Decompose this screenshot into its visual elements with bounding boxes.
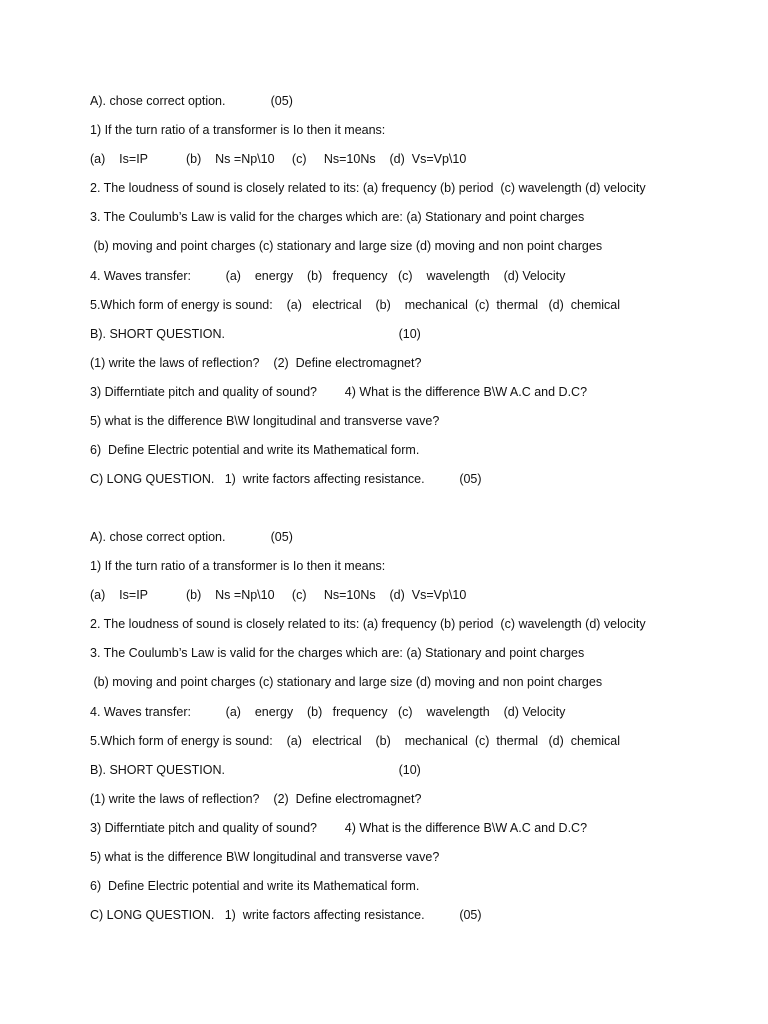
short-question-6: 6) Define Electric potential and write its Mathematical form. <box>90 443 420 458</box>
short-question-6: 6) Define Electric potential and write its Mathematical form. <box>90 879 420 894</box>
mcq-2: 2. The loudness of sound is closely related to its: (a) frequency (b) period (c) wavelength (d) velocity <box>90 181 646 196</box>
mcq-3-question: 3. The Coulumb’s Law is valid for the charges which are: (a) Stationary and point charges <box>90 646 585 661</box>
mcq-4: 4. Waves transfer: (a) energy (b) frequency (c) wavelength (d) Velocity <box>90 268 566 283</box>
question-sheet-2 <box>90 527 750 934</box>
mcq-5: 5.Which form of energy is sound: (a) electrical (b) mechanical (c) thermal (d) chemical <box>90 733 621 748</box>
mcq-2: 2. The loudness of sound is closely related to its: (a) frequency (b) period (c) wavelength (d) velocity <box>90 617 646 632</box>
section-a-heading: A). chose correct option. (05) <box>90 530 293 544</box>
mcq-5: 5.Which form of energy is sound: (a) electrical (b) mechanical (c) thermal (d) chemical <box>90 297 621 312</box>
mcq-1-options: (a) Is=IP (b) Ns =Np\10 (c) Ns=10Ns (d) Vs=Vp\10 <box>90 152 467 167</box>
section-a-heading: A). chose correct option. (05) <box>90 94 293 108</box>
short-question-5: 5) what is the difference B\W longitudinal and transverse vave? <box>90 414 440 429</box>
mcq-1-options: (a) Is=IP (b) Ns =Np\10 (c) Ns=10Ns (d) Vs=Vp\10 <box>90 588 467 603</box>
mcq-4: 4. Waves transfer: (a) energy (b) frequency (c) wavelength (d) Velocity <box>90 704 566 719</box>
mcq-3-options: (b) moving and point charges (c) stationary and large size (d) moving and non point charges <box>90 675 603 690</box>
short-question-1-2: (1) write the laws of reflection? (2) Define electromagnet? <box>90 791 422 806</box>
mcq-3-options: (b) moving and point charges (c) stationary and large size (d) moving and non point charges <box>90 239 603 254</box>
question-sheet-1 <box>90 91 750 498</box>
short-question-5: 5) what is the difference B\W longitudinal and transverse vave? <box>90 850 440 865</box>
section-c-long-question: C) LONG QUESTION. 1) write factors affecting resistance. (05) <box>90 472 482 487</box>
section-c-long-question: C) LONG QUESTION. 1) write factors affecting resistance. (05) <box>90 908 482 923</box>
mcq-3-question: 3. The Coulumb’s Law is valid for the charges which are: (a) Stationary and point charges <box>90 210 585 225</box>
section-b-heading: B). SHORT QUESTION. (10) <box>90 326 421 341</box>
short-question-3-4: 3) Differntiate pitch and quality of sound? 4) What is the difference B\W A.C and D.C? <box>90 820 588 835</box>
short-question-3-4: 3) Differntiate pitch and quality of sound? 4) What is the difference B\W A.C and D.C? <box>90 384 588 399</box>
mcq-1-question: 1) If the turn ratio of a transformer is Io then it means: <box>90 559 386 574</box>
short-question-1-2: (1) write the laws of reflection? (2) Define electromagnet? <box>90 355 422 370</box>
mcq-1-question: 1) If the turn ratio of a transformer is Io then it means: <box>90 123 386 138</box>
section-b-heading: B). SHORT QUESTION. (10) <box>90 762 421 777</box>
